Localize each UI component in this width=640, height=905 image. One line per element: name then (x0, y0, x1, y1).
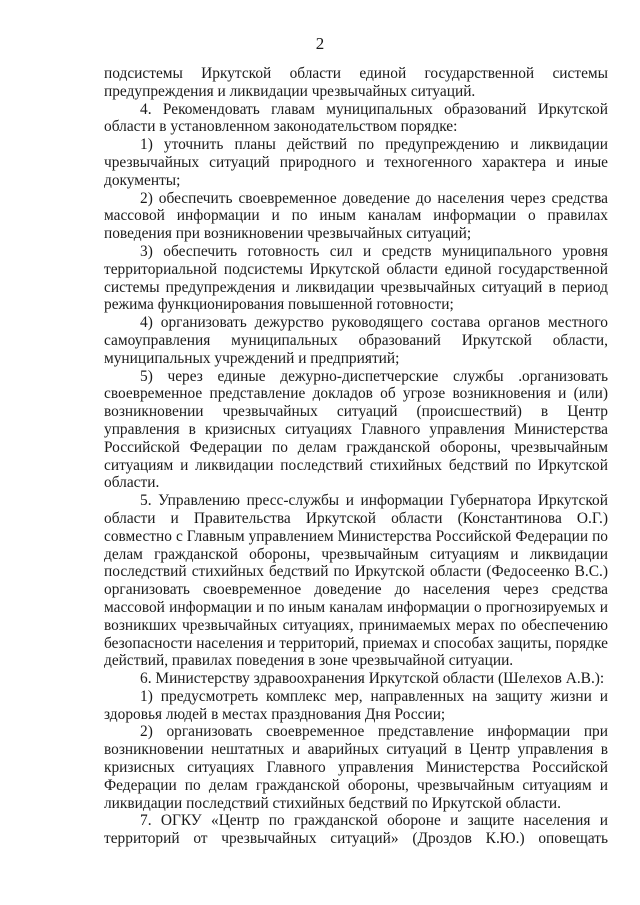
paragraph-item-4-2: 2) обеспечить своевременное доведение до населения через средства массовой информации и по иным каналам информации о правилах поведения при возникновении чрезвычайных ситуаций; (104, 189, 608, 243)
paragraph-item-4-1: 1) уточнить планы действий по предупреждению и ликвидации чрезвычайных ситуаций природного и техногенного характера и иные документы; (104, 136, 608, 189)
paragraph-item-4-5: 5) через единые дежурно-диспетчерские службы .организовать своевременное представление докладов об угрозе возникновения и (или) возникновении чрезвычайных ситуаций (происшествий) в Центр управления в кризисных ситуациях Главного управления Министерства Российской Федерации по делам гражданской обороны, чрезвычайным ситуациям и ликвидации последствий стихийных бедствий по Иркутской области. (104, 367, 608, 492)
paragraph-item-6: 6. Министерству здравоохранения Иркутской области (Шелехов А.В.): (140, 670, 605, 688)
paragraph-item-6-2: 2) организовать своевременное представление информации при возникновении нештатных и аварийных ситуаций в Центр управления в кризисных ситуациях Главного управления Министерства Российской Федерации по делам гражданской обороны, чрезвычайным ситуациям и ликвидации последствий стихийных бедствий по Иркутской области. (104, 723, 608, 812)
page-number: 2 (315, 34, 325, 53)
paragraph-continuation: подсистемы Иркутской области единой государственной системы предупреждения и ликвидации чрезвычайных ситуаций. (104, 65, 608, 100)
document-body (104, 65, 608, 848)
paragraph-item-6-1: 1) предусмотреть комплекс мер, направленных на защиту жизни и здоровья людей в местах празднования Дня России; (104, 687, 608, 723)
paragraph-item-4: 4. Рекомендовать главам муниципальных образований Иркутской области в установленном законодательством порядке: (104, 100, 608, 136)
paragraph-item-4-4: 4) организовать дежурство руководящего состава органов местного самоуправления муниципальных образований Иркутской области, муниципальных учреждений и предприятий; (104, 314, 608, 367)
paragraph-item-5: 5. Управлению пресс-службы и информации Губернатора Иркутской области и Правительства Иркутской области (Константинова О.Г.) совместно с Главным управлением Министерства Российской Федерации по делам гражданской обороны, чрезвычайным ситуациям и ликвидации последствий стихийных бедствий по Иркутской области (Федосеенко В.С.) организовать своевременное доведение до населения через средства массовой информации и по иным каналам информации о прогнозируемых и возникших чрезвычайных ситуациях, принимаемых мерах по обеспечению безопасности населения и территорий, приемах и способах защиты, порядке действий, правилах поведения в зоне чрезвычайной ситуации. (104, 492, 608, 670)
paragraph-item-4-3: 3) обеспечить готовность сил и средств муниципального уровня территориальной подсистемы Иркутской области единой государственной системы предупреждения и ликвидации чрезвычайных ситуаций в период режима функционирования повышенной готовности; (104, 242, 608, 314)
paragraph-item-7: 7. ОГКУ «Центр по гражданской обороне и защите населения и территорий от чрезвычайных ситуаций» (Дроздов К.Ю.) оповещать (104, 812, 608, 848)
